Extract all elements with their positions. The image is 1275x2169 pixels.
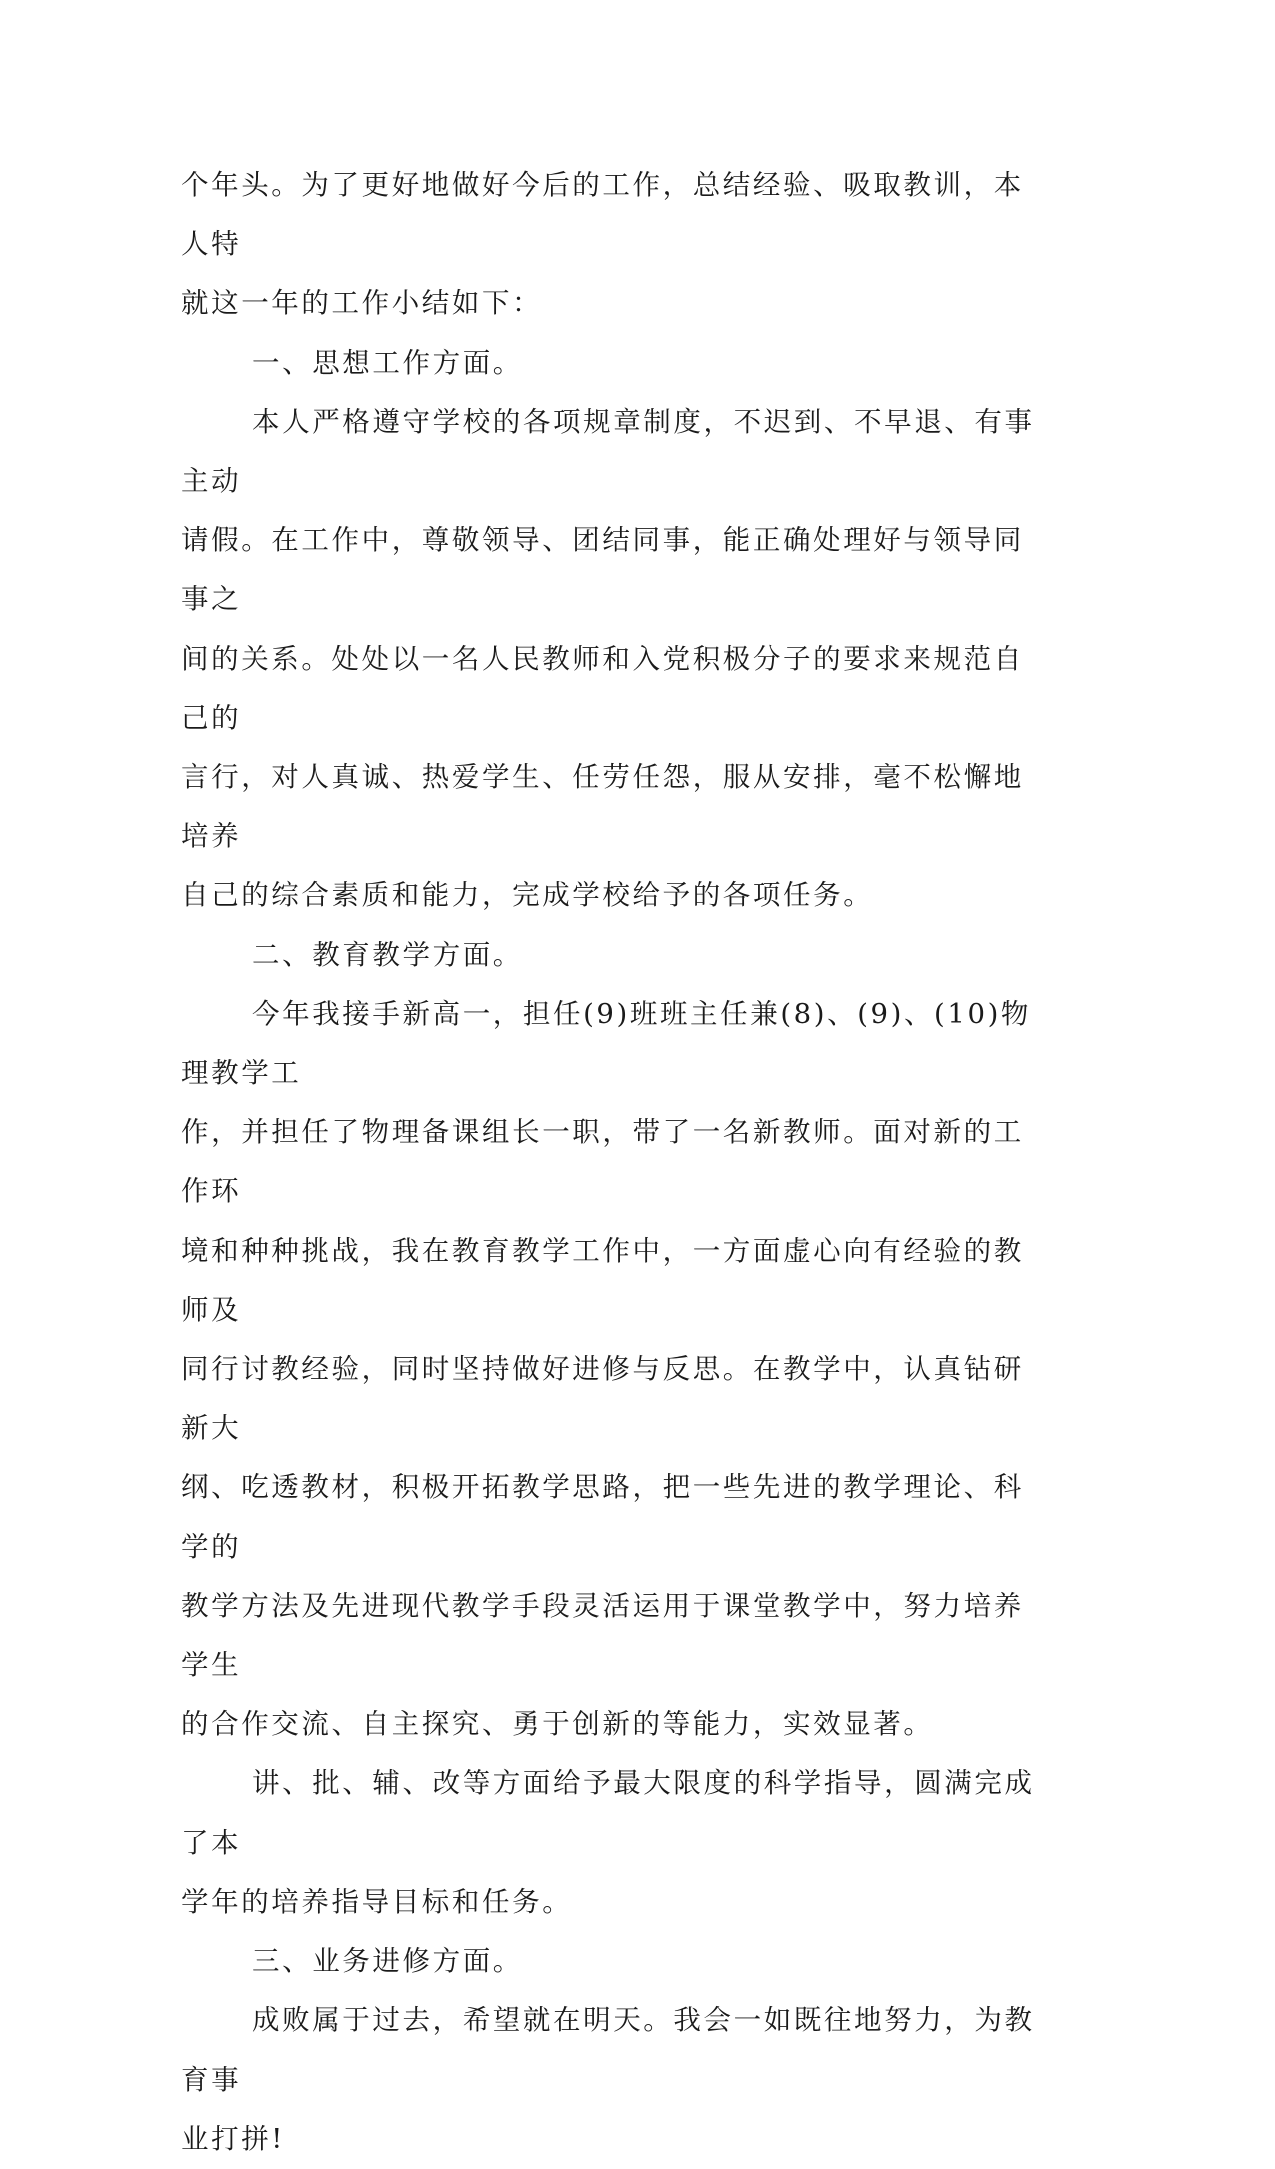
section-heading-1 [181, 334, 1041, 393]
text-line: 作，并担任了物理备课组长一职，带了一名新教师。面对新的工作环 [181, 1116, 1024, 1208]
text-line: 个年头。为了更好地做好今后的工作，总结经验、吸取教训，本人特 [181, 169, 1024, 261]
text-line: 间的关系。处处以一名人民教师和入党积极分子的要求来规范自己的 [181, 642, 1024, 734]
heading-text: 一、思想工作方面。 [252, 346, 523, 379]
section-heading-3 [181, 1932, 1041, 1991]
text-line: 的合作交流、自主探究、勇于创新的等能力，实效显著。 [181, 1708, 934, 1741]
text-line: 本人严格遵守学校的各项规章制度，不迟到、不早退、有事主动 [181, 405, 1035, 498]
text-line: 今年我接手新高一，担任(9)班班主任兼(8)、(9)、(10)物理教学工 [181, 997, 1032, 1090]
text-line: 请假。在工作中，尊敬领导、团结同事，能正确处理好与领导同事之 [181, 524, 1024, 616]
text-line: 同行讨教经验，同时坚持做好进修与反思。在教学中，认真钻研新大 [181, 1353, 1024, 1445]
paragraph-closing [181, 1991, 1041, 2169]
text-line: 成败属于过去，希望就在明天。我会一如既往地努力，为教育事 [181, 2004, 1035, 2096]
body-text [181, 156, 1041, 2169]
paragraph-guidance [181, 1754, 1041, 1932]
text-line: 言行，对人真诚、热爱学生、任劳任怨，服从安排，毫不松懈地培养 [181, 761, 1024, 853]
text-line: 纲、吃透教材，积极开拓教学思路，把一些先进的教学理论、科学的 [181, 1471, 1024, 1563]
text-line: 业打拼! [181, 2122, 285, 2155]
heading-text: 三、业务进修方面。 [252, 1945, 523, 1978]
paragraph-teaching [181, 985, 1041, 1755]
text-line: 境和种种挑战，我在教育教学工作中，一方面虚心向有经验的教师及 [181, 1234, 1024, 1326]
text-line: 讲、批、辅、改等方面给予最大限度的科学指导，圆满完成了本 [181, 1767, 1035, 1859]
text-line: 教学方法及先进现代教学手段灵活运用于课堂教学中，努力培养学生 [181, 1589, 1024, 1682]
paragraph-ideology [181, 393, 1041, 926]
section-heading-2 [181, 926, 1041, 985]
text-line: 自己的综合素质和能力，完成学校给予的各项任务。 [181, 879, 874, 912]
heading-text: 二、教育教学方面。 [252, 938, 523, 971]
text-line: 学年的培养指导目标和任务。 [181, 1885, 573, 1918]
text-line: 就这一年的工作小结如下： [181, 287, 543, 320]
paragraph-intro [181, 156, 1041, 334]
